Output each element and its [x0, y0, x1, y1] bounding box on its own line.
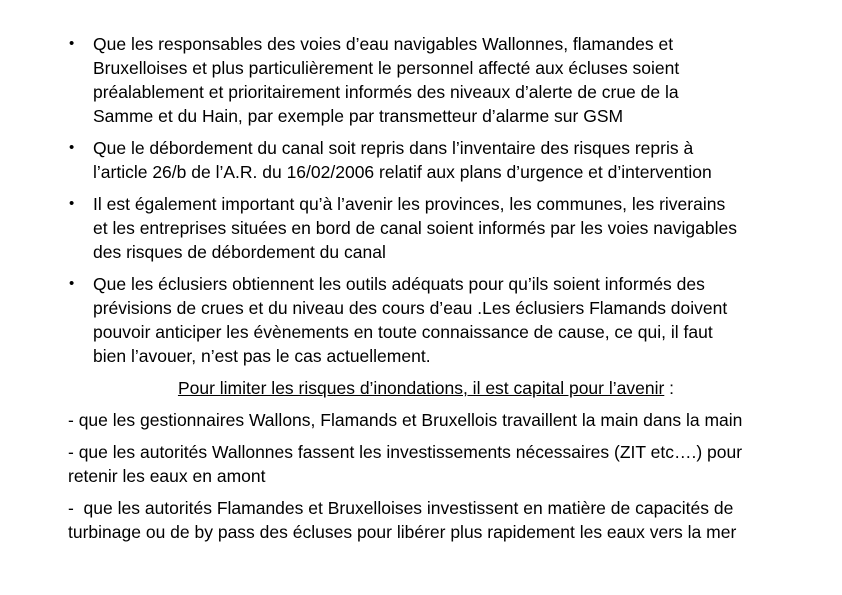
bullet-line: l’article 26/b de l’A.R. du 16/02/2006 relatif aux plans d’urgence et d’intervention — [93, 162, 712, 182]
bullet-text — [93, 32, 784, 128]
bullet-line: bien l’avouer, n’est pas le cas actuellement. — [93, 346, 431, 366]
paragraph-line: - que les gestionnaires Wallons, Flamands et Bruxellois travaillent la main dans la main — [68, 410, 743, 430]
bullet-line: pouvoir anticiper les évènements en toute connaissance de cause, ce qui, il faut — [93, 322, 713, 342]
bullet-line: prévisions de crues et du niveau des cours d’eau .Les éclusiers Flamands doivent — [93, 298, 728, 318]
paragraph-line: - que les autorités Wallonnes fassent les investissements nécessaires (ZIT etc….) pour — [68, 442, 743, 462]
bullet-item — [68, 272, 784, 368]
bullet-line: Bruxelloises et plus particulièrement le personnel affecté aux écluses soient — [93, 58, 680, 78]
bullet-text — [93, 192, 784, 264]
conclusion-heading-colon: : — [664, 378, 675, 398]
bullet-icon: • — [69, 139, 75, 156]
bullet-line: préalablement et prioritairement informés des niveaux d’alerte de crue de la — [93, 82, 679, 102]
dash-paragraph-list — [68, 408, 784, 544]
dash-paragraph — [68, 408, 784, 432]
bullet-line: Il est également important qu’à l’avenir les provinces, les communes, les riverains — [93, 194, 726, 214]
bullet-icon: • — [69, 275, 75, 292]
bullet-line: Que le débordement du canal soit repris dans l’inventaire des risques repris à — [93, 138, 694, 158]
conclusion-heading — [68, 376, 784, 400]
bullet-item — [68, 32, 784, 128]
bullet-line: Que les éclusiers obtiennent les outils adéquats pour qu’ils soient informés des — [93, 274, 705, 294]
bullet-item — [68, 192, 784, 264]
bullet-line: Que les responsables des voies d’eau navigables Wallonnes, flamandes et — [93, 34, 674, 54]
bullet-icon: • — [69, 195, 75, 212]
paragraph-line: retenir les eaux en amont — [68, 466, 266, 486]
paragraph-line: turbinage ou de by pass des écluses pour libérer plus rapidement les eaux vers la mer — [68, 522, 737, 542]
bullet-list — [68, 32, 784, 368]
bullet-line: Samme et du Hain, par exemple par transmetteur d’alarme sur GSM — [93, 106, 624, 126]
dash-paragraph — [68, 496, 784, 544]
bullet-line: des risques de débordement du canal — [93, 242, 386, 262]
bullet-text — [93, 272, 784, 368]
conclusion-heading-text: Pour limiter les risques d’inondations, il est capital pour l’avenir — [177, 378, 665, 398]
paragraph-line: - que les autorités Flamandes et Bruxelloises investissent en matière de capacités de — [68, 498, 734, 518]
dash-paragraph — [68, 440, 784, 488]
bullet-icon: • — [69, 35, 75, 52]
bullet-item — [68, 136, 784, 184]
bullet-line: et les entreprises situées en bord de canal soient informés par les voies navigables — [93, 218, 737, 238]
bullet-text — [93, 136, 784, 184]
